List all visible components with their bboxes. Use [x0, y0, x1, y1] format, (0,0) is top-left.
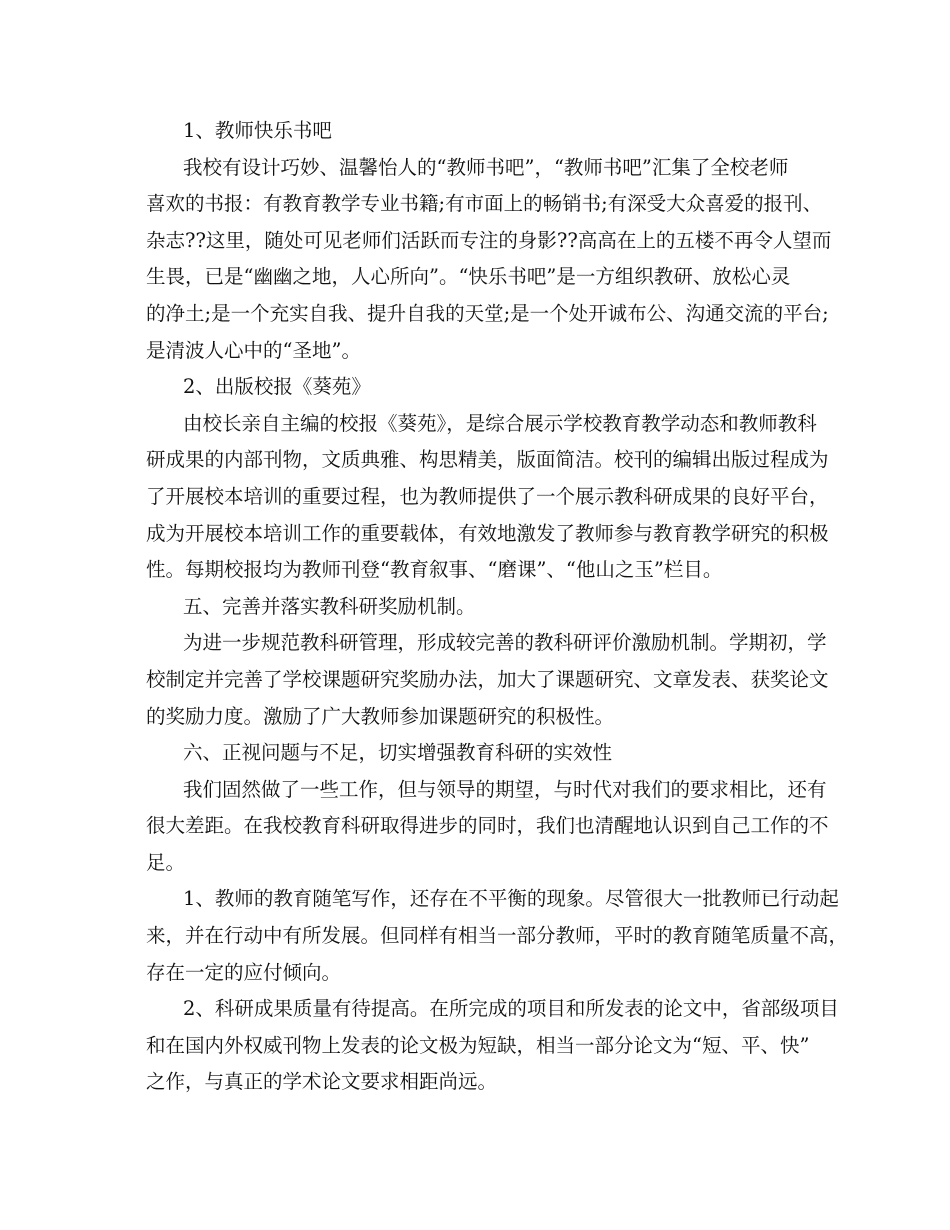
paragraph	[146, 113, 806, 150]
text-line: 校制定并完善了学校课题研究奖励办法，加大了课题研究、文章发表、获奖论文	[146, 667, 829, 691]
text-line: 的净土;是一个充实自我、提升自我的天堂;是一个处开诚布公、沟通交流的平台;	[146, 301, 829, 325]
text-line: 1、教师快乐书吧	[183, 119, 332, 142]
text-line: 的奖励力度。激励了广大教师参加课题研究的积极性。	[146, 704, 615, 728]
text-line: 和在国内外权威刊物上发表的论文极为短缺，相当一部分论文为“短、平、快”	[146, 1033, 810, 1057]
text-line: 性。每期校报均为教师刊登“教育叙事、“磨课”、“他山之玉”栏目。	[146, 558, 723, 582]
paragraph	[146, 625, 829, 735]
text-line: 1、教师的教育随笔写作，还存在不平衡的现象。尽管很大一批教师已行动起	[183, 887, 839, 911]
paragraph	[146, 735, 806, 772]
text-line: 我校有设计巧妙、温馨怡人的“教师书吧”，“教师书吧”汇集了全校老师	[183, 155, 789, 179]
paragraph	[146, 150, 832, 370]
text-line: 足。	[146, 850, 186, 874]
paragraph	[146, 369, 806, 406]
text-line: 我们固然做了一些工作，但与领导的期望，与时代对我们的要求相比，还有	[183, 777, 827, 801]
text-line: 六、正视问题与不足，切实增强教育科研的实效性	[183, 741, 613, 765]
text-line: 成为开展校本培训工作的重要载体，有效地激发了教师参与教育教学研究的积极	[146, 521, 829, 545]
paragraph	[146, 991, 839, 1101]
text-line: 杂志??这里，随处可见老师们活跃而专注的身影??高高在上的五楼不再令人望而	[146, 228, 832, 252]
text-line: 之作，与真正的学术论文要求相距尚远。	[146, 1070, 498, 1094]
paragraph	[146, 772, 829, 882]
text-line: 由校长亲自主编的校报《葵苑》，是综合展示学校教育教学动态和教师教科	[183, 411, 817, 435]
text-line: 五、完善并落实教科研奖励机制。	[183, 594, 476, 618]
text-line: 2、科研成果质量有待提高。在所完成的项目和所发表的论文中，省部级项目	[183, 997, 839, 1021]
text-line: 很大差距。在我校教育科研取得进步的同时，我们也清醒地认识到自己工作的不	[146, 814, 829, 838]
text-line: 存在一定的应付倾向。	[146, 960, 342, 984]
paragraph	[146, 589, 806, 626]
text-line: 了开展校本培训的重要过程，也为教师提供了一个展示教科研成果的良好平台，	[146, 484, 829, 508]
paragraph	[146, 406, 829, 589]
text-line: 生畏，已是“幽幽之地，人心所向”。“快乐书吧”是一方组织教研、放松心灵	[146, 265, 791, 289]
document-body	[146, 113, 849, 1101]
text-line: 为进一步规范教科研管理，形成较完善的教科研评价激励机制。学期初，学	[183, 631, 827, 655]
text-line: 喜欢的书报：有教育教学专业书籍;有市面上的畅销书;有深受大众喜爱的报刊、	[146, 192, 823, 216]
text-line: 是清波人心中的“圣地”。	[146, 338, 361, 362]
text-line: 研成果的内部刊物，文质典雅、构思精美，版面简洁。校刊的编辑出版过程成为	[146, 448, 829, 472]
text-line: 2、出版校报《葵苑》	[183, 375, 371, 399]
text-line: 来，并在行动中有所发展。但同样有相当一部分教师，平时的教育随笔质量不高，	[146, 924, 849, 948]
paragraph	[146, 881, 849, 991]
